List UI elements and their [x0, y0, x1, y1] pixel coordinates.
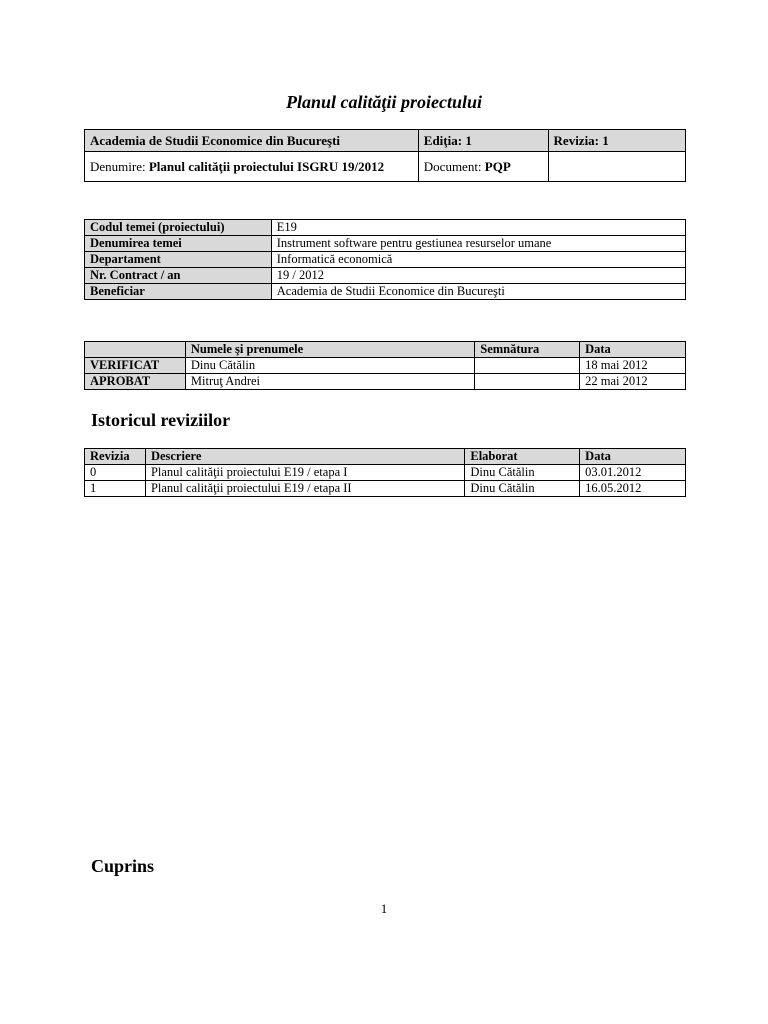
- project-label: Denumirea temei: [85, 236, 272, 252]
- revision-header-date: Data: [580, 449, 686, 465]
- document-label: Document:: [423, 158, 485, 174]
- name-label: Denumire:: [90, 158, 149, 174]
- revision-date: 03.01.2012: [580, 465, 686, 481]
- document-value: PQP: [484, 158, 511, 174]
- project-label: Beneficiar: [85, 284, 272, 300]
- name-row: [85, 152, 686, 182]
- revision-date: 16.05.2012: [580, 481, 686, 497]
- project-value: 19 / 2012: [271, 268, 685, 284]
- project-value: Instrument software pentru gestiunea resurselor umane: [271, 236, 685, 252]
- approval-name: Mitruţ Andrei: [185, 374, 474, 390]
- approval-header-name: Numele şi prenumele: [185, 342, 474, 358]
- table-row: [85, 284, 686, 300]
- revision-number: 0: [85, 465, 146, 481]
- approval-date: 22 mai 2012: [580, 374, 686, 390]
- institution-cell: Academia de Studii Economice din Bucureşti: [85, 130, 419, 152]
- approval-header-role: [85, 342, 186, 358]
- table-row: [85, 374, 686, 390]
- revision-history-table: [84, 448, 686, 497]
- revision-number: 1: [85, 481, 146, 497]
- project-label: Nr. Contract / an: [85, 268, 272, 284]
- revision-author: Dinu Cătălin: [465, 465, 580, 481]
- header-row: [85, 130, 686, 152]
- project-label: Codul temei (proiectului): [85, 220, 272, 236]
- edition-cell: Ediţia: 1: [418, 130, 548, 152]
- document-title: Planul calităţii proiectului: [285, 92, 483, 112]
- approval-role: APROBAT: [85, 374, 186, 390]
- table-row: [85, 236, 686, 252]
- project-value: Academia de Studii Economice din Bucureşti: [271, 284, 685, 300]
- revision-description: Planul calităţii proiectului E19 / etapa II: [145, 481, 464, 497]
- revision-cell: Revizia: 1: [548, 130, 685, 152]
- table-row: [85, 465, 686, 481]
- table-row: [85, 252, 686, 268]
- revision-history-heading: Istoricul reviziilor: [91, 410, 231, 430]
- table-row: [85, 220, 686, 236]
- table-row: [85, 481, 686, 497]
- approval-table: [84, 341, 686, 390]
- empty-cell: [548, 152, 685, 182]
- project-value: E19: [271, 220, 685, 236]
- revision-header-desc: Descriere: [145, 449, 464, 465]
- approval-header-date: Data: [580, 342, 686, 358]
- revision-description: Planul calităţii proiectului E19 / etapa I: [145, 465, 464, 481]
- revision-author: Dinu Cătălin: [465, 481, 580, 497]
- header-table: [84, 129, 686, 182]
- approval-date: 18 mai 2012: [580, 358, 686, 374]
- revision-header-rev: Revizia: [85, 449, 146, 465]
- approval-header-signature: Semnătura: [475, 342, 580, 358]
- revision-header-row: [85, 449, 686, 465]
- page-number: 1: [380, 901, 388, 916]
- document-cell: [418, 152, 548, 182]
- table-row: [85, 268, 686, 284]
- project-table: [84, 219, 686, 300]
- table-row: [85, 358, 686, 374]
- name-cell: [85, 152, 419, 182]
- approval-role: VERIFICAT: [85, 358, 186, 374]
- contents-heading: Cuprins: [91, 856, 155, 876]
- revision-header-author: Elaborat: [465, 449, 580, 465]
- project-value: Informatică economică: [271, 252, 685, 268]
- approval-signature: [475, 358, 580, 374]
- approval-signature: [475, 374, 580, 390]
- approval-name: Dinu Cătălin: [185, 358, 474, 374]
- project-label: Departament: [85, 252, 272, 268]
- approval-header-row: [85, 342, 686, 358]
- name-value: Planul calităţii proiectului ISGRU 19/2012: [148, 158, 385, 174]
